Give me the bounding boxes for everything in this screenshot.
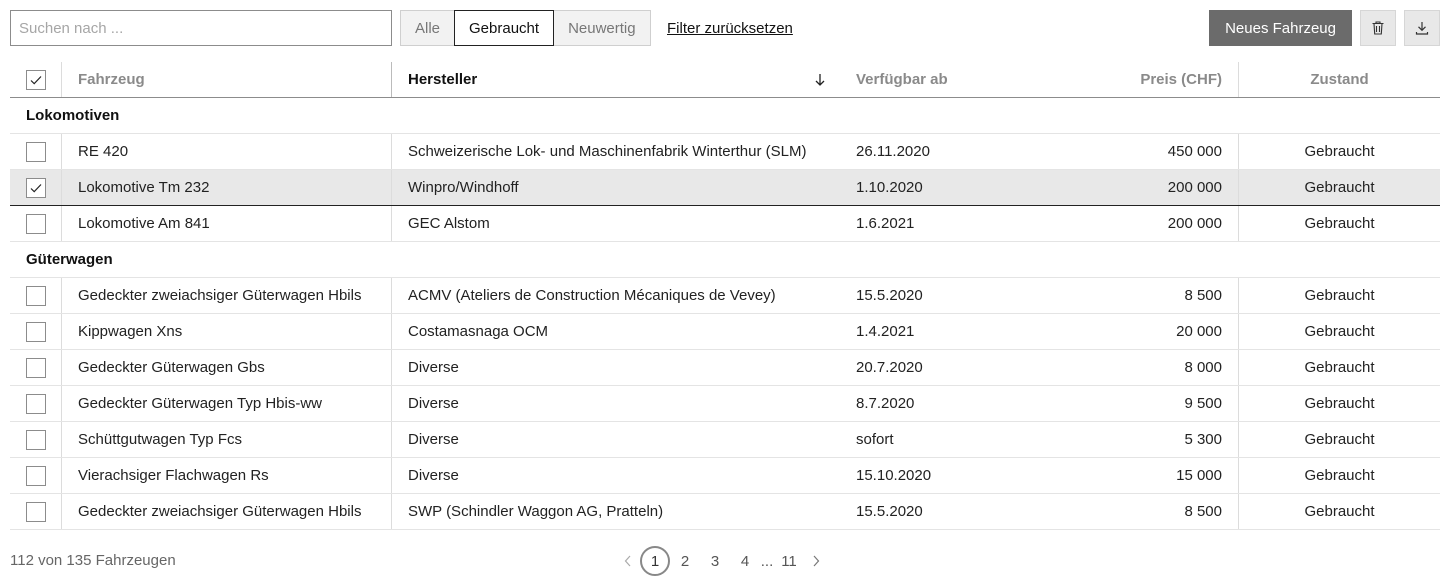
group-row [10,98,1440,134]
row-select-cell [10,458,62,493]
cell-manufacturer: Costamasnaga OCM [408,323,549,340]
cell-manufacturer: Winpro/Windhoff [408,179,519,196]
cell-vehicle: Lokomotive Tm 232 [62,170,392,205]
cell-price: 9 500 [1040,386,1239,421]
new-vehicle-button[interactable]: Neues Fahrzeug [1209,10,1352,46]
reset-filter-link[interactable]: Filter zurücksetzen [667,19,793,37]
cell-vehicle: Kippwagen Xns [62,314,392,349]
table-row[interactable] [10,386,1440,422]
page-3[interactable]: 3 [710,552,720,570]
cell-manufacturer: GEC Alstom [408,215,490,232]
cell-state: Gebraucht [1304,215,1375,232]
select-all-checkbox[interactable] [26,70,46,90]
cell-price: 450 000 [1040,134,1239,169]
filter-option-neuwertig[interactable]: Neuwertig [553,10,651,46]
table-row[interactable] [10,134,1440,170]
row-checkbox[interactable] [26,142,46,162]
pagination [616,546,828,576]
cell-price: 200 000 [1040,170,1239,205]
cell-manufacturer: Diverse [408,359,459,376]
cell-price: 8 500 [1040,278,1239,313]
row-checkbox[interactable] [26,214,46,234]
cell-state: Gebraucht [1304,431,1375,448]
vehicle-table [10,62,1440,530]
filter-option-gebraucht[interactable]: Gebraucht [454,10,554,46]
cell-state: Gebraucht [1304,143,1375,160]
cell-manufacturer: ACMV (Ateliers de Construction Mécaniques de Vevey) [408,287,776,304]
table-row[interactable] [10,278,1440,314]
page-ellipsis: ... [760,552,774,570]
cell-price: 5 300 [1040,422,1239,457]
cell-vehicle: Gedeckter zweiachsiger Güterwagen Hbils [62,278,392,313]
row-checkbox[interactable] [26,358,46,378]
cell-manufacturer: Schweizerische Lok- und Maschinenfabrik Winterthur (SLM) [408,143,807,160]
filter-option-alle[interactable]: Alle [400,10,455,46]
result-count: 112 von 135 Fahrzeugen [10,552,176,569]
page-2[interactable]: 2 [680,552,690,570]
cell-vehicle: RE 420 [62,134,392,169]
column-header-manufacturer[interactable] [392,62,840,97]
download-icon [1414,20,1430,36]
checkmark-icon [29,181,43,195]
table-row[interactable] [10,458,1440,494]
group-row [10,242,1440,278]
group-label: Lokomotiven [26,107,120,124]
table-header [10,62,1440,98]
cell-available: sofort [856,431,894,448]
cell-available: 15.5.2020 [856,287,923,304]
cell-manufacturer: Diverse [408,431,459,448]
cell-price: 20 000 [1040,314,1239,349]
cell-vehicle: Vierachsiger Flachwagen Rs [62,458,392,493]
search-input[interactable] [10,10,392,46]
row-select-cell [10,422,62,457]
cell-vehicle: Gedeckter Güterwagen Typ Hbis-ww [62,386,392,421]
row-checkbox[interactable] [26,502,46,522]
column-header-vehicle[interactable]: Fahrzeug [62,62,392,97]
cell-price: 8 000 [1040,350,1239,385]
delete-button[interactable] [1360,10,1396,46]
toolbar [10,10,1440,46]
column-header-available[interactable]: Verfügbar ab [856,71,948,88]
column-header-manufacturer-label: Hersteller [408,71,478,88]
trash-icon [1370,20,1386,36]
condition-filter [400,10,651,46]
cell-manufacturer: Diverse [408,467,459,484]
download-button[interactable] [1404,10,1440,46]
cell-available: 1.4.2021 [856,323,915,340]
table-row[interactable] [10,206,1440,242]
row-checkbox[interactable] [26,430,46,450]
cell-available: 1.6.2021 [856,215,915,232]
column-header-price[interactable]: Preis (CHF) [1040,62,1239,97]
row-checkbox[interactable] [26,178,46,198]
row-select-cell [10,314,62,349]
page-11[interactable]: 11 [781,552,797,570]
row-select-cell [10,170,62,205]
page-1[interactable]: 1 [640,546,670,576]
cell-available: 15.5.2020 [856,503,923,520]
cell-available: 8.7.2020 [856,395,915,412]
cell-available: 20.7.2020 [856,359,923,376]
row-checkbox[interactable] [26,286,46,306]
table-row[interactable] [10,170,1440,206]
cell-available: 26.11.2020 [856,143,930,160]
cell-available: 1.10.2020 [856,179,923,196]
select-all-cell [10,62,62,97]
cell-price: 200 000 [1040,206,1239,241]
row-select-cell [10,386,62,421]
cell-manufacturer: SWP (Schindler Waggon AG, Pratteln) [408,503,664,520]
table-row[interactable] [10,314,1440,350]
row-checkbox[interactable] [26,322,46,342]
checkmark-icon [29,73,43,87]
row-select-cell [10,350,62,385]
cell-vehicle: Schüttgutwagen Typ Fcs [62,422,392,457]
cell-available: 15.10.2020 [856,467,932,484]
cell-state: Gebraucht [1304,395,1375,412]
cell-state: Gebraucht [1304,179,1375,196]
cell-manufacturer: Diverse [408,395,459,412]
cell-state: Gebraucht [1304,323,1375,340]
cell-price: 8 500 [1040,494,1239,529]
row-select-cell [10,278,62,313]
table-row[interactable] [10,494,1440,530]
table-row[interactable] [10,422,1440,458]
cell-state: Gebraucht [1304,503,1375,520]
row-checkbox[interactable] [26,466,46,486]
cell-vehicle: Gedeckter zweiachsiger Güterwagen Hbils [62,494,392,529]
prev-page-icon[interactable] [616,546,640,576]
row-select-cell [10,206,62,241]
page-4[interactable]: 4 [740,552,750,570]
column-header-state[interactable]: Zustand [1310,71,1369,88]
arrow-down-icon [814,73,826,87]
cell-state: Gebraucht [1304,359,1375,376]
cell-state: Gebraucht [1304,467,1375,484]
cell-vehicle: Gedeckter Güterwagen Gbs [62,350,392,385]
row-checkbox[interactable] [26,394,46,414]
row-select-cell [10,134,62,169]
cell-price: 15 000 [1040,458,1239,493]
cell-state: Gebraucht [1304,287,1375,304]
group-label: Güterwagen [26,251,113,268]
table-row[interactable] [10,350,1440,386]
cell-vehicle: Lokomotive Am 841 [62,206,392,241]
row-select-cell [10,494,62,529]
next-page-icon[interactable] [804,546,828,576]
